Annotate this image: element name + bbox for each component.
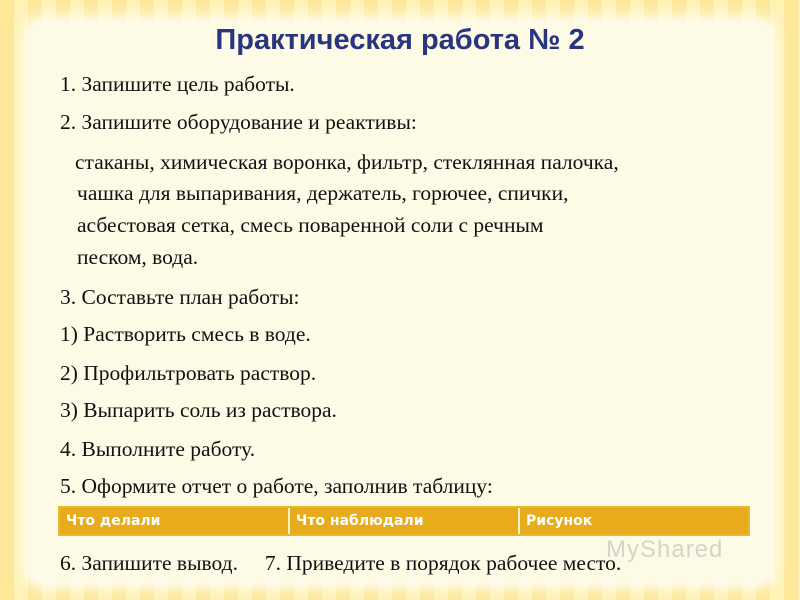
equipment-line-4: песком, вода. [77, 245, 199, 269]
task-5: 5. Оформите отчет о работе, заполнив таблицу: [60, 474, 493, 498]
plan-step-3: 3) Выпарить соль из раствора. [60, 398, 337, 422]
plan-step-2: 2) Профильтровать раствор. [60, 361, 317, 385]
equipment-line-3: асбестовая сетка, смесь поваренной соли с речным [77, 213, 544, 237]
table-header-what-done: Что делали [60, 508, 290, 534]
task-2: 2. Запишите оборудование и реактивы: [60, 110, 417, 134]
watermark-logo: MyShared [606, 536, 724, 563]
task-4: 4. Выполните работу. [60, 437, 256, 461]
plan-step-1: 1) Растворить смесь в воде. [60, 322, 311, 346]
slide-title: Практическая работа № 2 [215, 24, 585, 56]
table-header-drawing: Рисунок [526, 513, 593, 529]
tasks-6-7: 6. Запишите вывод. 7. Приведите в порядок рабочее место. [60, 551, 622, 575]
equipment-line-1: стаканы, химическая воронка, фильтр, стеклянная палочка, [75, 150, 619, 174]
task-3: 3. Составьте план работы: [60, 285, 300, 309]
report-table-header [58, 506, 750, 536]
equipment-line-2: чашка для выпаривания, держатель, горючее, спички, [77, 181, 569, 205]
task-1: 1. Запишите цель работы. [60, 72, 295, 96]
table-header-observed: Что наблюдали [290, 508, 520, 534]
